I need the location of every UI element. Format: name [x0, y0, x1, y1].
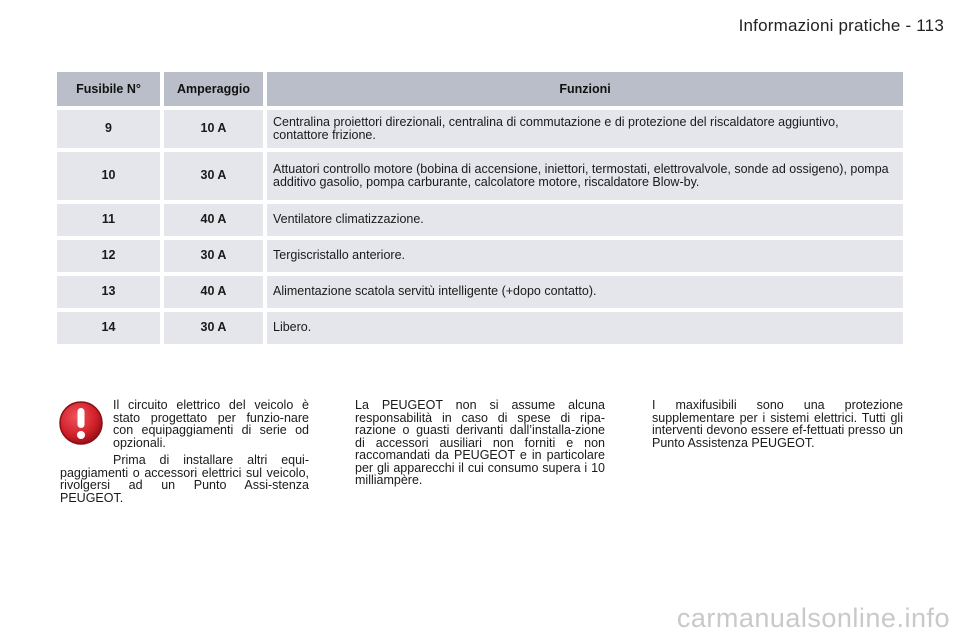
note-paragraph: Il circuito elettrico del veicolo è stato progettato per funzio-nare con equipaggiamenti di serie od opzionali.	[113, 398, 309, 450]
fuse-function: Attuatori controllo motore (bobina di accensione, iniettori, termostati, elettrovalvole, sonde ad ossigeno), pompa additivo gasolio, pompa carburante, calcolatore motore, riscaldatore Blow-by.	[263, 152, 903, 200]
fuse-table	[57, 68, 903, 348]
fuse-number: 11	[57, 204, 160, 236]
table-row	[57, 204, 903, 236]
fuse-function: Ventilatore climatizzazione.	[263, 204, 903, 236]
table-row	[57, 152, 903, 200]
fuse-function: Tergiscristallo anteriore.	[263, 240, 903, 272]
header-functions: Funzioni	[263, 72, 903, 106]
fuse-number: 9	[57, 110, 160, 148]
note-paragraph: Prima di installare altri equi-paggiamenti o accessori elettrici sul veicolo, rivolgersi ad un Punto Assi-stenza PEUGEOT.	[60, 453, 309, 505]
warning-exclamation-icon	[58, 400, 104, 446]
table-row	[57, 110, 903, 148]
header-amperage: Amperaggio	[160, 72, 263, 106]
note-electrical-intro	[113, 399, 309, 449]
note-paragraph: La PEUGEOT non si assume alcuna responsabilità in caso di spese di ripa-razione o guasti derivanti dall’installa-zione di accessori ausiliari non forniti e non raccomandati da PEUGEOT e in particolare per gli apparecchi il cui consumo supera i 10 milliampère.	[355, 398, 605, 487]
fuse-amperage: 40 A	[160, 204, 263, 236]
page-header-title: Informazioni pratiche - 113	[738, 16, 944, 35]
note-electrical-install	[60, 454, 309, 504]
fuse-number: 12	[57, 240, 160, 272]
fuse-amperage: 40 A	[160, 276, 263, 308]
fuse-function: Libero.	[263, 312, 903, 344]
fuse-amperage: 30 A	[160, 312, 263, 344]
fuse-amperage: 30 A	[160, 152, 263, 200]
table-row	[57, 276, 903, 308]
note-maxifuses	[652, 399, 903, 449]
fuse-amperage: 10 A	[160, 110, 263, 148]
fuse-amperage: 30 A	[160, 240, 263, 272]
note-paragraph: I maxifusibili sono una protezione supplementare per i sistemi elettrici. Tutti gli interventi devono essere ef-fettuati presso un Punto Assistenza PEUGEOT.	[652, 398, 903, 450]
table-row	[57, 312, 903, 344]
table-row	[57, 240, 903, 272]
fuse-number: 13	[57, 276, 160, 308]
watermark: carmanualsonline.info	[676, 603, 950, 633]
fuse-table-header-row	[57, 72, 903, 106]
note-peugeot-liability	[355, 399, 605, 487]
fuse-number: 14	[57, 312, 160, 344]
fuse-function: Centralina proiettori direzionali, centralina di commutazione e di protezione del riscaldatore aggiuntivo, contattore frizione.	[263, 110, 903, 148]
fuse-number: 10	[57, 152, 160, 200]
fuse-function: Alimentazione scatola servitù intelligente (+dopo contatto).	[263, 276, 903, 308]
header-fuse-number: Fusibile N°	[57, 72, 160, 106]
